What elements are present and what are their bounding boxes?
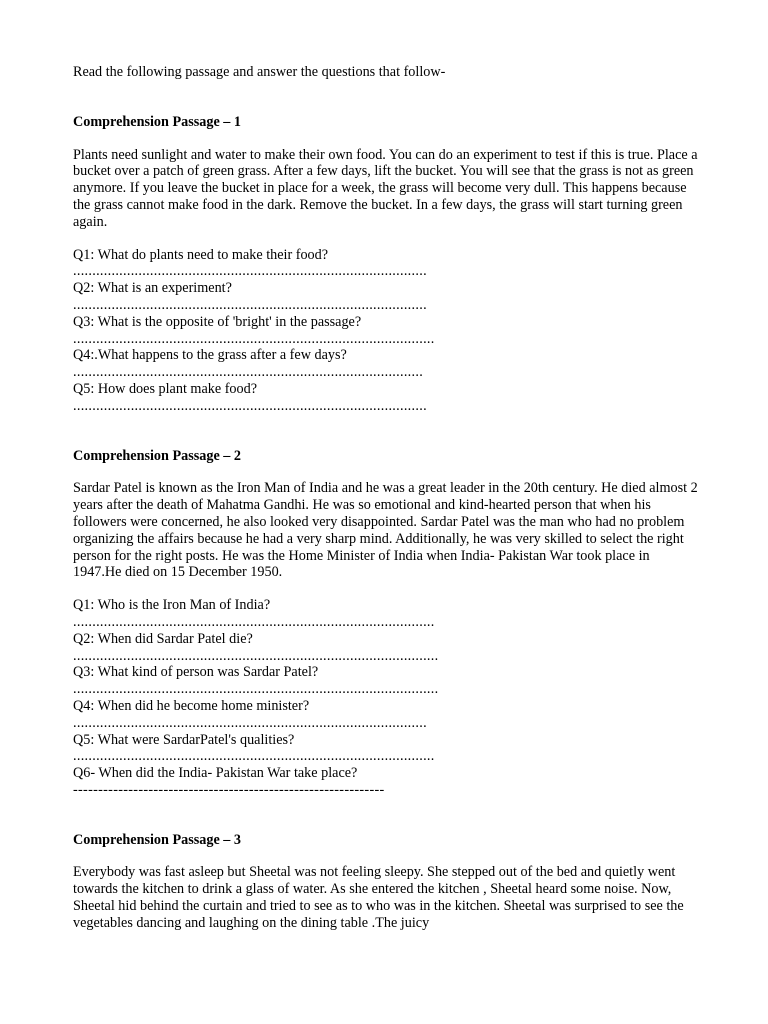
answer-line: -------------------------------------------------------------- — [73, 781, 385, 798]
question: Q3: What kind of person was Sardar Patel? — [73, 664, 319, 681]
passage-1-heading: Comprehension Passage – 1 — [73, 113, 242, 130]
answer-line: ............................................................................................ — [73, 714, 427, 731]
answer-line: .............................................................................................. — [73, 613, 435, 630]
answer-line: ............................................................................................... — [73, 681, 439, 698]
passage-2-text: Sardar Patel is known as the Iron Man of India and he was a great leader in the 20th century. He died almost 2 years after the death of Mahatma Gandhi. He was so emotional and kind-hearted person that when his followers were concerned, he also looked very disappointed. Sardar Patel was the man who had no problem organizing the affairs because he had a very sharp mind. Additionally, he was very skilled to select the right person for the right posts. He was the Home Minister of India when India- Pakistan War took place in 1947.He died on 15 December 1950. — [73, 480, 698, 581]
question: Q2: What is an experiment? — [73, 280, 232, 297]
passage-2-questions — [73, 597, 698, 799]
answer-line: ............................................................................................... — [73, 647, 439, 664]
answer-line: ........................................................................................... — [73, 364, 424, 381]
question: Q6- When did the India- Pakistan War take place? — [73, 765, 358, 782]
question: Q4:.What happens to the grass after a few days? — [73, 347, 347, 364]
answer-line: .............................................................................................. — [73, 748, 435, 765]
instruction-text: Read the following passage and answer the questions that follow- — [73, 64, 446, 80]
answer-line: ............................................................................................ — [73, 296, 427, 313]
passage-1 — [73, 114, 698, 415]
question: Q1: Who is the Iron Man of India? — [73, 597, 271, 614]
question: Q4: When did he become home minister? — [73, 697, 310, 714]
question: Q5: How does plant make food? — [73, 380, 258, 397]
answer-line: ............................................................................................ — [73, 263, 427, 280]
passage-1-text: Plants need sunlight and water to make their own food. You can do an experiment to test if this is true. Place a bucket over a patch of green grass. After a few days, lift the bucket. You will see that the grass is not as green anymore. If you leave the bucket in place for a week, the grass will become very dull. This happens because the grass cannot make food in the dark. Remove the bucket. In a few days, the grass will start turning green again. — [73, 146, 698, 230]
passage-1-questions — [73, 247, 698, 415]
passage-2-heading: Comprehension Passage – 2 — [73, 447, 242, 464]
question: Q5: What were SardarPatel's qualities? — [73, 731, 295, 748]
answer-line: ............................................................................................ — [73, 397, 427, 414]
question: Q3: What is the opposite of 'bright' in the passage? — [73, 313, 362, 330]
answer-line: .............................................................................................. — [73, 330, 435, 347]
passage-3-heading: Comprehension Passage – 3 — [73, 831, 242, 848]
passage-2 — [73, 448, 698, 799]
question: Q2: When did Sardar Patel die? — [73, 630, 253, 647]
passage-3-text: Everybody was fast asleep but Sheetal was not feeling sleepy. She stepped out of the bed and quietly went towards the kitchen to drink a glass of water. As she entered the kitchen , Sheetal heard some noise. Now, Sheetal hid behind the curtain and tried to see as to who was in the kitchen. Sheetal was surprised to see the vegetables dancing and laughing on the dining table .The juicy — [73, 864, 684, 931]
passage-3 — [73, 832, 698, 932]
question: Q1: What do plants need to make their food? — [73, 246, 329, 263]
